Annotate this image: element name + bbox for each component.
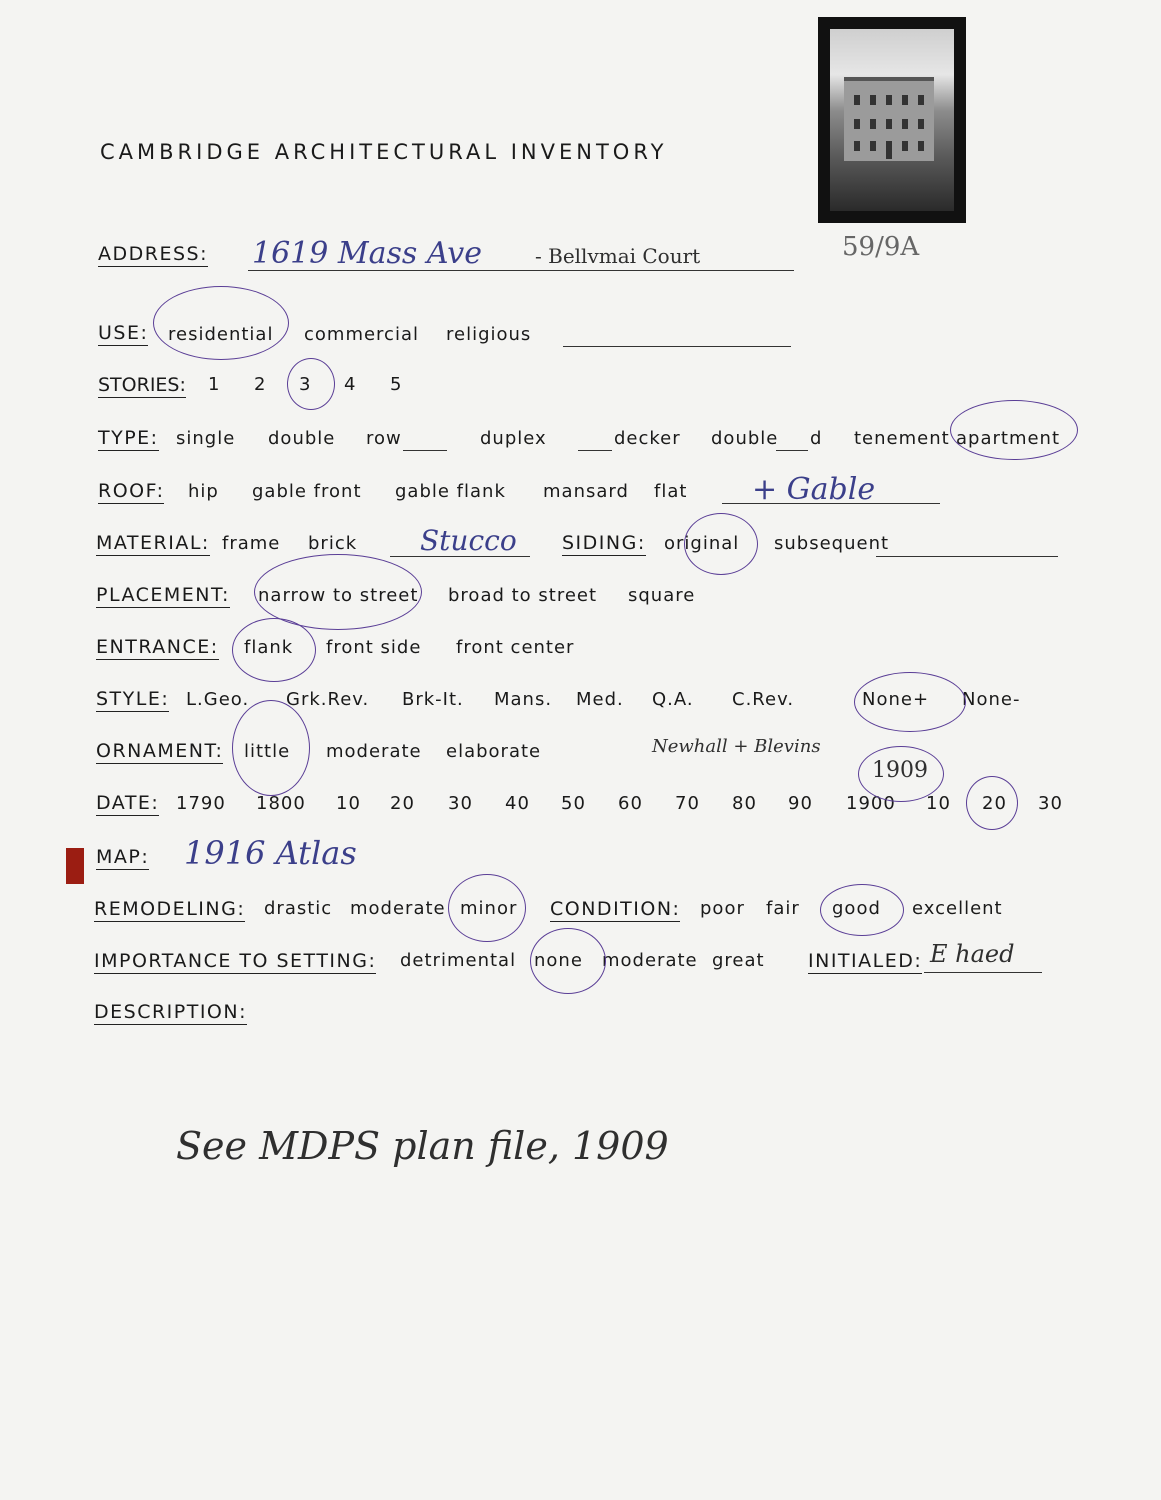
address-label: ADDRESS: — [98, 243, 208, 265]
type-option-row[interactable]: row — [366, 428, 402, 449]
siding-label: SIDING: — [562, 532, 646, 554]
style-label: STYLE: — [96, 688, 170, 710]
style-option-qa[interactable]: Q.A. — [652, 689, 694, 710]
style-option-none-plus[interactable]: None+ — [862, 689, 930, 710]
style-option-mans[interactable]: Mans. — [494, 689, 553, 710]
form-title: CAMBRIDGE ARCHITECTURAL INVENTORY — [100, 140, 668, 164]
importance-option-moderate[interactable]: moderate — [602, 950, 698, 971]
address-suffix: - Bellvmai Court — [535, 244, 701, 268]
initialed-label: INITIALED: — [808, 950, 923, 972]
style-option-crev[interactable]: C.Rev. — [732, 689, 795, 710]
stories-selection-circle — [287, 358, 335, 410]
use-option-residential[interactable]: residential — [168, 324, 274, 345]
date-option-1880[interactable]: 80 — [732, 793, 757, 814]
initialed-signature: E haed — [930, 940, 1015, 968]
building-photo — [818, 17, 966, 223]
date-option-1920[interactable]: 20 — [982, 793, 1007, 814]
material-other-line — [390, 556, 530, 557]
stories-option-1[interactable]: 1 — [208, 374, 221, 395]
condition-label: CONDITION: — [550, 898, 681, 920]
remodeling-option-minor[interactable]: minor — [460, 898, 518, 919]
roof-option-mansard[interactable]: mansard — [543, 481, 629, 502]
style-option-lgeo[interactable]: L.Geo. — [186, 689, 250, 710]
siding-selection-circle — [684, 513, 758, 575]
address-underline — [248, 270, 794, 271]
date-option-1930[interactable]: 30 — [1038, 793, 1063, 814]
type-decker-blank — [578, 450, 612, 451]
siding-option-subsequent[interactable]: subsequent — [774, 533, 890, 554]
date-option-1870[interactable]: 70 — [675, 793, 700, 814]
type-option-tenement[interactable]: tenement — [854, 428, 950, 449]
use-option-religious[interactable]: religious — [446, 324, 532, 345]
type-option-d[interactable]: d — [810, 428, 823, 449]
date-year-circle — [858, 746, 944, 802]
roof-option-hip[interactable]: hip — [188, 481, 219, 502]
ornament-selection-circle — [232, 700, 310, 796]
importance-label: IMPORTANCE TO SETTING: — [94, 950, 377, 972]
type-option-duplex[interactable]: duplex — [480, 428, 547, 449]
condition-selection-circle — [820, 884, 904, 936]
condition-option-poor[interactable]: poor — [700, 898, 745, 919]
siding-option-original[interactable]: original — [664, 533, 740, 554]
importance-option-detrimental[interactable]: detrimental — [400, 950, 517, 971]
ornament-option-moderate[interactable]: moderate — [326, 741, 422, 762]
style-option-brkit[interactable]: Brk-It. — [402, 689, 464, 710]
type-d-blank — [776, 450, 808, 451]
map-label: MAP: — [96, 846, 150, 868]
use-label: USE: — [98, 322, 149, 344]
initialed-line — [924, 972, 1042, 973]
condition-option-fair[interactable]: fair — [766, 898, 800, 919]
map-handwritten: 1916 Atlas — [184, 834, 357, 872]
date-option-1810[interactable]: 10 — [336, 793, 361, 814]
type-option-single[interactable]: single — [176, 428, 236, 449]
use-option-commercial[interactable]: commercial — [304, 324, 419, 345]
use-other-line — [563, 346, 791, 347]
placement-option-narrow[interactable]: narrow to street — [258, 585, 419, 606]
date-option-1850[interactable]: 50 — [561, 793, 586, 814]
type-label: TYPE: — [98, 427, 159, 449]
date-option-1790[interactable]: 1790 — [176, 793, 226, 814]
ornament-note: Newhall + Blevins — [652, 736, 821, 757]
ornament-option-elaborate[interactable]: elaborate — [446, 741, 542, 762]
remodeling-label: REMODELING: — [94, 898, 246, 920]
roof-option-gable-front[interactable]: gable front — [252, 481, 362, 502]
date-option-1860[interactable]: 60 — [618, 793, 643, 814]
material-option-frame[interactable]: frame — [222, 533, 281, 554]
date-option-1830[interactable]: 30 — [448, 793, 473, 814]
stories-option-5[interactable]: 5 — [390, 374, 403, 395]
stories-option-4[interactable]: 4 — [344, 374, 357, 395]
stories-label: STORIES: — [98, 374, 186, 396]
importance-option-none[interactable]: none — [534, 950, 583, 971]
condition-option-excellent[interactable]: excellent — [912, 898, 1003, 919]
material-label: MATERIAL: — [96, 532, 210, 554]
roof-label: ROOF: — [98, 480, 165, 502]
use-selection-circle — [153, 286, 289, 360]
type-row-blank — [403, 450, 447, 451]
entrance-option-front-side[interactable]: front side — [326, 637, 422, 658]
date-label: DATE: — [96, 792, 160, 814]
remodeling-option-moderate[interactable]: moderate — [350, 898, 446, 919]
date-option-1900[interactable]: 1900 — [846, 793, 896, 814]
material-option-brick[interactable]: brick — [308, 533, 358, 554]
siding-other-line — [876, 556, 1058, 557]
roof-handwritten: + Gable — [752, 472, 876, 507]
stories-option-3[interactable]: 3 — [299, 374, 312, 395]
placement-label: PLACEMENT: — [96, 584, 230, 606]
address-value: 1619 Mass Ave — [252, 236, 482, 271]
date-option-1890[interactable]: 90 — [788, 793, 813, 814]
condition-option-good[interactable]: good — [832, 898, 881, 919]
type-option-decker[interactable]: decker — [614, 428, 681, 449]
roof-option-flat[interactable]: flat — [654, 481, 688, 502]
photo-caption: 59/9A — [842, 232, 920, 262]
entrance-option-front-center[interactable]: front center — [456, 637, 575, 658]
style-option-grkrev[interactable]: Grk.Rev. — [286, 689, 370, 710]
placement-option-square[interactable]: square — [628, 585, 696, 606]
ornament-option-little[interactable]: little — [244, 741, 291, 762]
type-option-double[interactable]: double — [268, 428, 336, 449]
remodeling-option-drastic[interactable]: drastic — [264, 898, 333, 919]
type-option-apartment[interactable]: apartment — [956, 428, 1061, 449]
roof-other-line — [722, 503, 940, 504]
style-option-med[interactable]: Med. — [576, 689, 624, 710]
placement-option-broad[interactable]: broad to street — [448, 585, 598, 606]
date-option-1910[interactable]: 10 — [926, 793, 951, 814]
entrance-selection-circle — [232, 618, 316, 682]
type-selection-circle — [950, 400, 1078, 460]
date-selection-circle — [966, 776, 1018, 830]
entrance-label: ENTRANCE: — [96, 636, 219, 658]
description-label: DESCRIPTION: — [94, 1001, 248, 1023]
style-selection-circle — [854, 672, 966, 732]
description-handwritten: See MDPS plan file, 1909 — [176, 1124, 669, 1168]
date-option-1800[interactable]: 1800 — [256, 793, 306, 814]
date-handwritten-year: 1909 — [872, 758, 928, 783]
stories-option-2[interactable]: 2 — [254, 374, 267, 395]
date-option-1840[interactable]: 40 — [505, 793, 530, 814]
material-handwritten: Stucco — [420, 524, 517, 557]
style-option-none-minus[interactable]: None- — [962, 689, 1021, 710]
roof-option-gable-flank[interactable]: gable flank — [395, 481, 506, 502]
importance-selection-circle — [530, 928, 606, 994]
remodeling-selection-circle — [448, 874, 526, 942]
ornament-label: ORNAMENT: — [96, 740, 224, 762]
tape-mark — [66, 848, 84, 884]
type-option-double-d[interactable]: double — [711, 428, 779, 449]
entrance-option-flank[interactable]: flank — [244, 637, 294, 658]
date-option-1820[interactable]: 20 — [390, 793, 415, 814]
importance-option-great[interactable]: great — [712, 950, 765, 971]
